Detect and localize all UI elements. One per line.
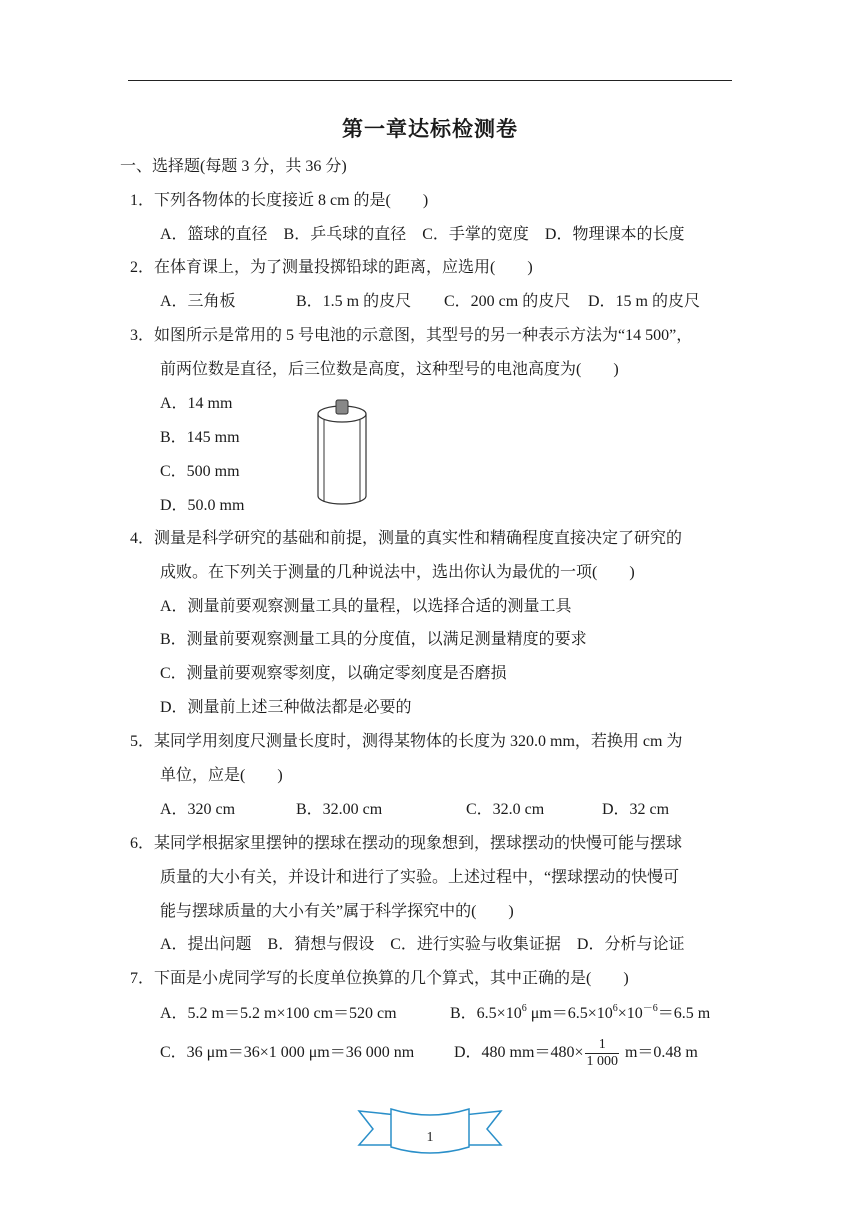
question-7-option-b: [450, 1004, 710, 1024]
section-heading: 一、选择题(每题 3 分，共 36 分): [120, 158, 347, 175]
question-3-option-b: B．145 mm: [160, 429, 240, 446]
question-4-option-d: D．测量前上述三种做法都是必要的: [160, 699, 412, 716]
question-1-options: A．篮球的直径 B．乒乓球的直径 C．手掌的宽度 D．物理课本的长度: [160, 226, 685, 243]
fraction-denominator: 1 000: [586, 1053, 618, 1069]
exponent: 6: [521, 1002, 527, 1014]
exponent: 6: [612, 1002, 618, 1014]
fraction-numerator: 1: [585, 1037, 619, 1054]
question-3-stem-line1: 3．如图所示是常用的 5 号电池的示意图，其型号的另一种表示方法为“14 500”，: [130, 327, 693, 344]
question-5-option-a: A．320 cm: [160, 801, 236, 818]
question-4-option-b: B．测量前要观察测量工具的分度值，以满足测量精度的要求: [160, 631, 587, 648]
question-3-stem-line2: 前两位数是直径，后三位数是高度，这种型号的电池高度为( ): [160, 361, 619, 378]
option-b-text: B．6.5×10: [450, 1005, 522, 1022]
question-5-stem-line1: 5．某同学用刻度尺测量长度时，测得某物体的长度为 320.0 mm，若换用 cm 为: [130, 733, 683, 750]
question-4-stem-line1: 4．测量是科学研究的基础和前提，测量的真实性和精确程度直接决定了研究的: [130, 530, 683, 547]
battery-body: [318, 414, 366, 504]
header-rule: [128, 80, 732, 81]
question-5-option-c: C．32.0 cm: [466, 801, 545, 818]
question-2-option-b: B．1.5 m 的皮尺: [296, 293, 412, 310]
question-7-option-d: [454, 1032, 698, 1074]
question-1-stem: 1．下列各物体的长度接近 8 cm 的是( ): [130, 192, 429, 209]
question-2-option-a: A．三角板: [160, 293, 236, 310]
question-7-option-a: A．5.2 m＝5.2 m×100 cm＝520 cm: [160, 1005, 397, 1022]
question-7-stem: 7．下面是小虎同学写的长度单位换算的几个算式，其中正确的是( ): [130, 970, 629, 987]
question-3-option-c: C．500 mm: [160, 463, 240, 480]
question-7-option-c: C．36 μm＝36×1 000 μm＝36 000 nm: [160, 1044, 415, 1061]
question-5-option-d: D．32 cm: [602, 801, 670, 818]
exponent: －6: [642, 1002, 658, 1014]
question-3-option-a: A．14 mm: [160, 395, 233, 412]
page-title: 第一章达标检测卷: [342, 117, 518, 141]
question-2-option-c: C．200 cm 的皮尺: [444, 293, 571, 310]
option-b-text: ＝6.5 m: [657, 1005, 711, 1022]
question-3-option-d: D．50.0 mm: [160, 497, 245, 514]
option-b-text: ×10: [617, 1005, 643, 1022]
question-4-option-a: A．测量前要观察测量工具的量程，以选择合适的测量工具: [160, 598, 572, 615]
question-4-stem-line2: 成败。在下列关于测量的几种说法中，选出你认为最优的一项( ): [160, 564, 635, 581]
question-5-option-b: B．32.00 cm: [296, 801, 383, 818]
question-2-stem: 2．在体育课上，为了测量投掷铅球的距离，应选用( ): [130, 259, 533, 276]
option-d-text: m＝0.48 m: [620, 1044, 698, 1061]
question-6-stem-line2: 质量的大小有关，并设计和进行了实验。上述过程中，“摆球摆动的快慢可: [160, 869, 680, 886]
question-6-options: A．提出问题 B．猜想与假设 C．进行实验与收集证据 D．分析与论证: [160, 936, 685, 953]
question-6-stem-line1: 6．某同学根据家里摆钟的摆球在摆动的现象想到，摆球摆动的快慢可能与摆球: [130, 835, 683, 852]
option-b-text: μm＝6.5×10: [526, 1005, 613, 1022]
question-5-stem-line2: 单位，应是( ): [160, 767, 283, 784]
page-number: 1: [426, 1130, 434, 1145]
option-d-text: D．480 mm＝480×: [454, 1044, 584, 1061]
battery-terminal: [336, 400, 348, 414]
fraction: [585, 1037, 619, 1070]
battery-figure: [314, 396, 370, 506]
question-4-option-c: C．测量前要观察零刻度，以确定零刻度是否磨损: [160, 665, 507, 682]
question-2-option-d: D．15 m 的皮尺: [588, 293, 701, 310]
question-6-stem-line3: 能与摆球质量的大小有关”属于科学探究中的( ): [160, 903, 514, 920]
